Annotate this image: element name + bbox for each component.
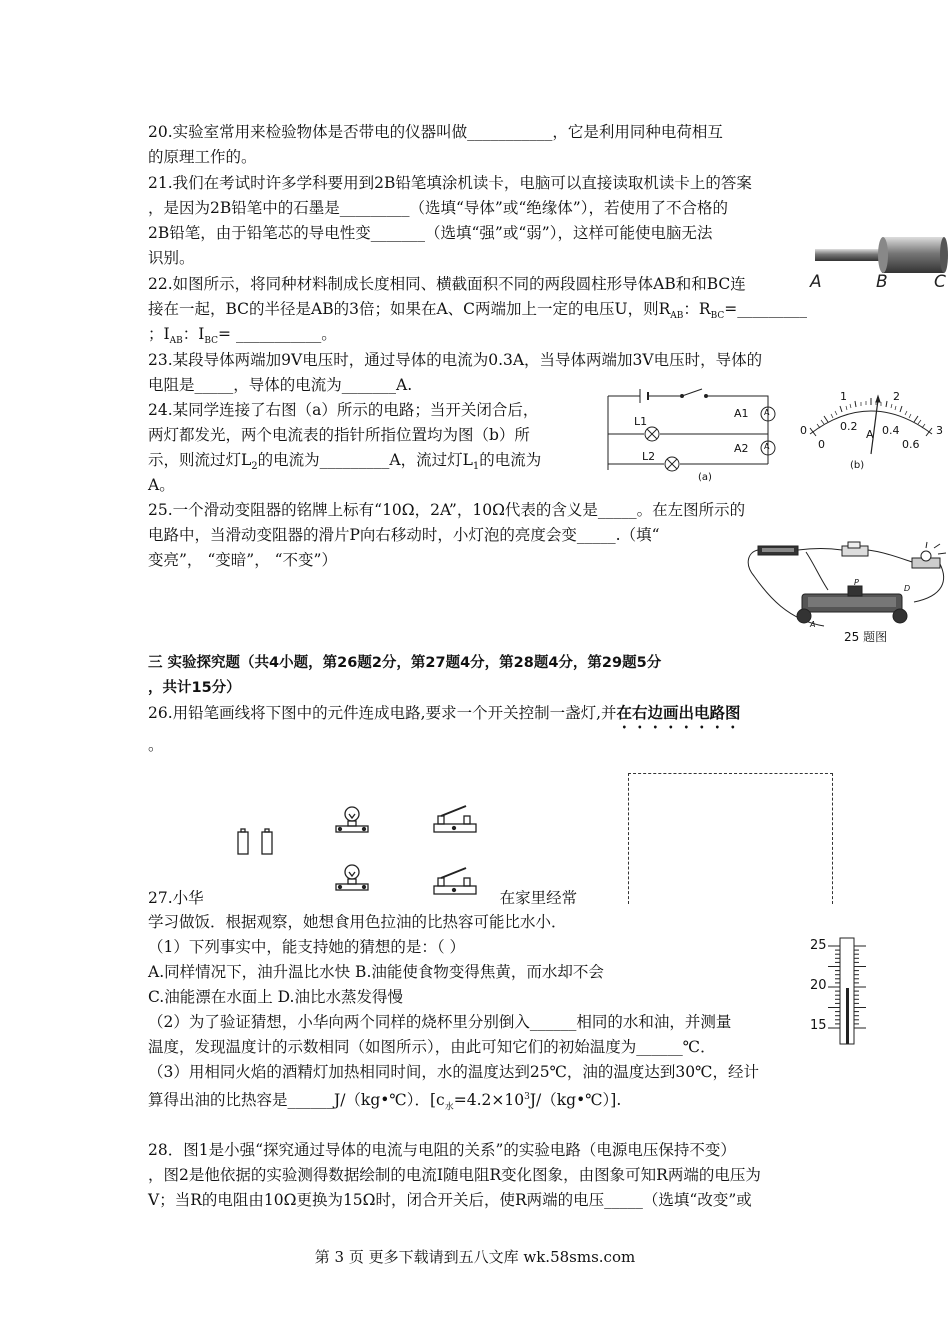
q23-line-2: 电阻是_____，导体的电流为_______A. [148,376,413,394]
q23-line-1: 23.某段导体两端加9V电压时，通过导体的电流为0.3A，当导体两端加3V电压时，导体的 [148,351,763,369]
label-l1: L1 [634,415,648,428]
q22-line-1: 22.如图所示，将同种材料制成长度相同、横截面积不同的两段圆柱形导体AB和和BC连 [148,275,746,293]
q27-line-5: C.油能漂在水面上 D.油比水蒸发得慢 [148,988,403,1006]
label-l2: L2 [642,450,656,463]
circuit-drawing-area[interactable] [628,773,833,904]
dial-small-02: 0.2 [840,420,858,433]
q27-line-7: 温度，发现温度计的示数相同（如图所示），由此可知它们的初始温度为______℃． [148,1038,716,1056]
q24-line-3: 示，则流过灯$L_2$的电流为_________A，流过灯$L_1$的电流为 [148,451,542,473]
q27-line-6: （2）为了验证猜想，小华向两个同样的烧杯里分别倒入______相同的水和油，并测量 [148,1013,732,1031]
q24-line-2: 两灯都发光，两个电流表的指针所指位置均为图（b）所 [148,426,530,444]
thermo-label-15: 15 [810,1018,827,1033]
q28-line-3: V；当R的电阻由10Ω更换为15Ω时，闭合开关后，使R两端的电压_____（选填“改变”或 [148,1191,752,1209]
q21-line-3: 2B铅笔，由于铅笔芯的导电性变_______（选填“强”或“弱”），这样可能使电脑无法 [148,224,713,242]
q27-line-2: 学习做饭．根据观察，她想食用色拉油的比热容可能比水小． [148,913,567,931]
section3-title-1: 三 实验探究题（共4小题，第26题2分，第27题4分，第28题4分，第29题5分 [148,655,662,671]
q22-line-3: ；$I_{AB}$：$I_{BC}=$ ___________。 [148,325,337,347]
thermo-label-25: 25 [810,938,827,953]
q24-line-4: A。 [148,476,175,494]
dial-big-2: 2 [893,390,900,403]
caption-b: (b) [850,460,865,471]
letter-p: P [854,578,859,587]
q20-line-1: 20.实验室常用来检验物体是否带电的仪器叫做___________，它是利用同种电荷相互 [148,123,723,141]
dial-small-0: 0 [818,438,825,451]
dial-big-3: 3 [936,424,943,437]
label-a1: A1 [734,407,749,420]
dial-big-1: 1 [840,390,847,403]
dial-unit: A [866,428,874,441]
q27-line-3: （1）下列事实中，能支持她的猜想的是：（ ） [148,938,466,956]
label-a: A [810,272,822,292]
q25-line-3: 变亮”， “变暗”， “不变”） [148,551,337,569]
dial-small-04: 0.4 [882,424,900,437]
letter-d: D [904,584,911,593]
q27-line-4: A.同样情况下，油升温比水快 B.油能使食物变得焦黄，而水却不会 [148,963,604,981]
dial-small-06: 0.6 [902,438,920,451]
thermometer-figure [808,936,870,1046]
circuit-diagram-a [602,388,782,486]
label-c: C [934,272,946,292]
ammeter-dial-b [796,390,946,480]
q24-line-1: 24.某同学连接了右图（a）所示的电路；当开关闭合后， [148,401,539,419]
caption-a: (a) [698,472,712,483]
q27-line-1: 27.小华 在家里经常 [148,889,578,907]
q26-line-1: 26.用铅笔画线将下图中的元件连成电路,要求一个开关控制一盏灯,并在右边画出电路图 [148,703,741,722]
section3-title-2: ，共计15分） [148,680,241,696]
q20-line-2: 的原理工作的。 [148,148,257,166]
meter-a1-symbol: A [764,408,770,417]
fig25-caption: 25 题图 [844,630,888,644]
meter-a2-symbol: A [764,442,770,451]
page-footer: 第 3 页 更多下载请到五八文库 wk.58sms.com [314,1248,636,1266]
letter-a: A [810,620,816,629]
q27-line-9: 算得出油的比热容是______J/（kg•℃）．$[c_水=4.2\times 10^3J/(kg•℃)]$. [148,1091,622,1113]
q25-line-1: 25.一个滑动变阻器的铭牌上标有“10Ω，2A”，10Ω代表的含义是_____。在左图所示的 [148,501,746,519]
thermo-label-20: 20 [810,978,827,993]
dial-big-0: 0 [800,424,807,437]
q22-line-2: 接在一起，BC的半径是AB的3倍；如果在A、C两端加上一定的电压U，则$R_{AB}$：$R_{BC}=\_\_\_\_\_\_\_\_\_$ [148,300,807,322]
q28-line-2: ，图2是他依据的实验测得数据绘制的电流I随电阻R变化图象，由图象可知R两端的电压为 [148,1166,761,1184]
q21-line-1: 21.我们在考试时许多学科要用到2B铅笔填涂机读卡，电脑可以直接读取机读卡上的答案 [148,174,752,192]
q21-line-2: ，是因为2B铅笔中的石墨是_________（选填“导体”或“绝缘体”），若使用了不合格的 [148,199,728,217]
q21-line-4: 识别。 [148,249,195,267]
q25-line-2: 电路中，当滑动变阻器的滑片P向右移动时，小灯泡的亮度会变_____.（填“ [148,526,660,544]
label-a2: A2 [734,442,749,455]
rheostat-circuit-figure [744,540,950,650]
q28-line-1: 28．图1是小强“探究通过导体的电流与电阻的关系”的实验电路（电源电压保持不变） [148,1141,736,1159]
q27-line-8: （3）用相同火焰的酒精灯加热相同时间，水的温度达到25℃，油的温度达到30℃，经计 [148,1063,759,1081]
q26-line-2: 。 [148,736,164,754]
label-b: B [876,272,888,292]
conductor-figure [810,228,950,298]
